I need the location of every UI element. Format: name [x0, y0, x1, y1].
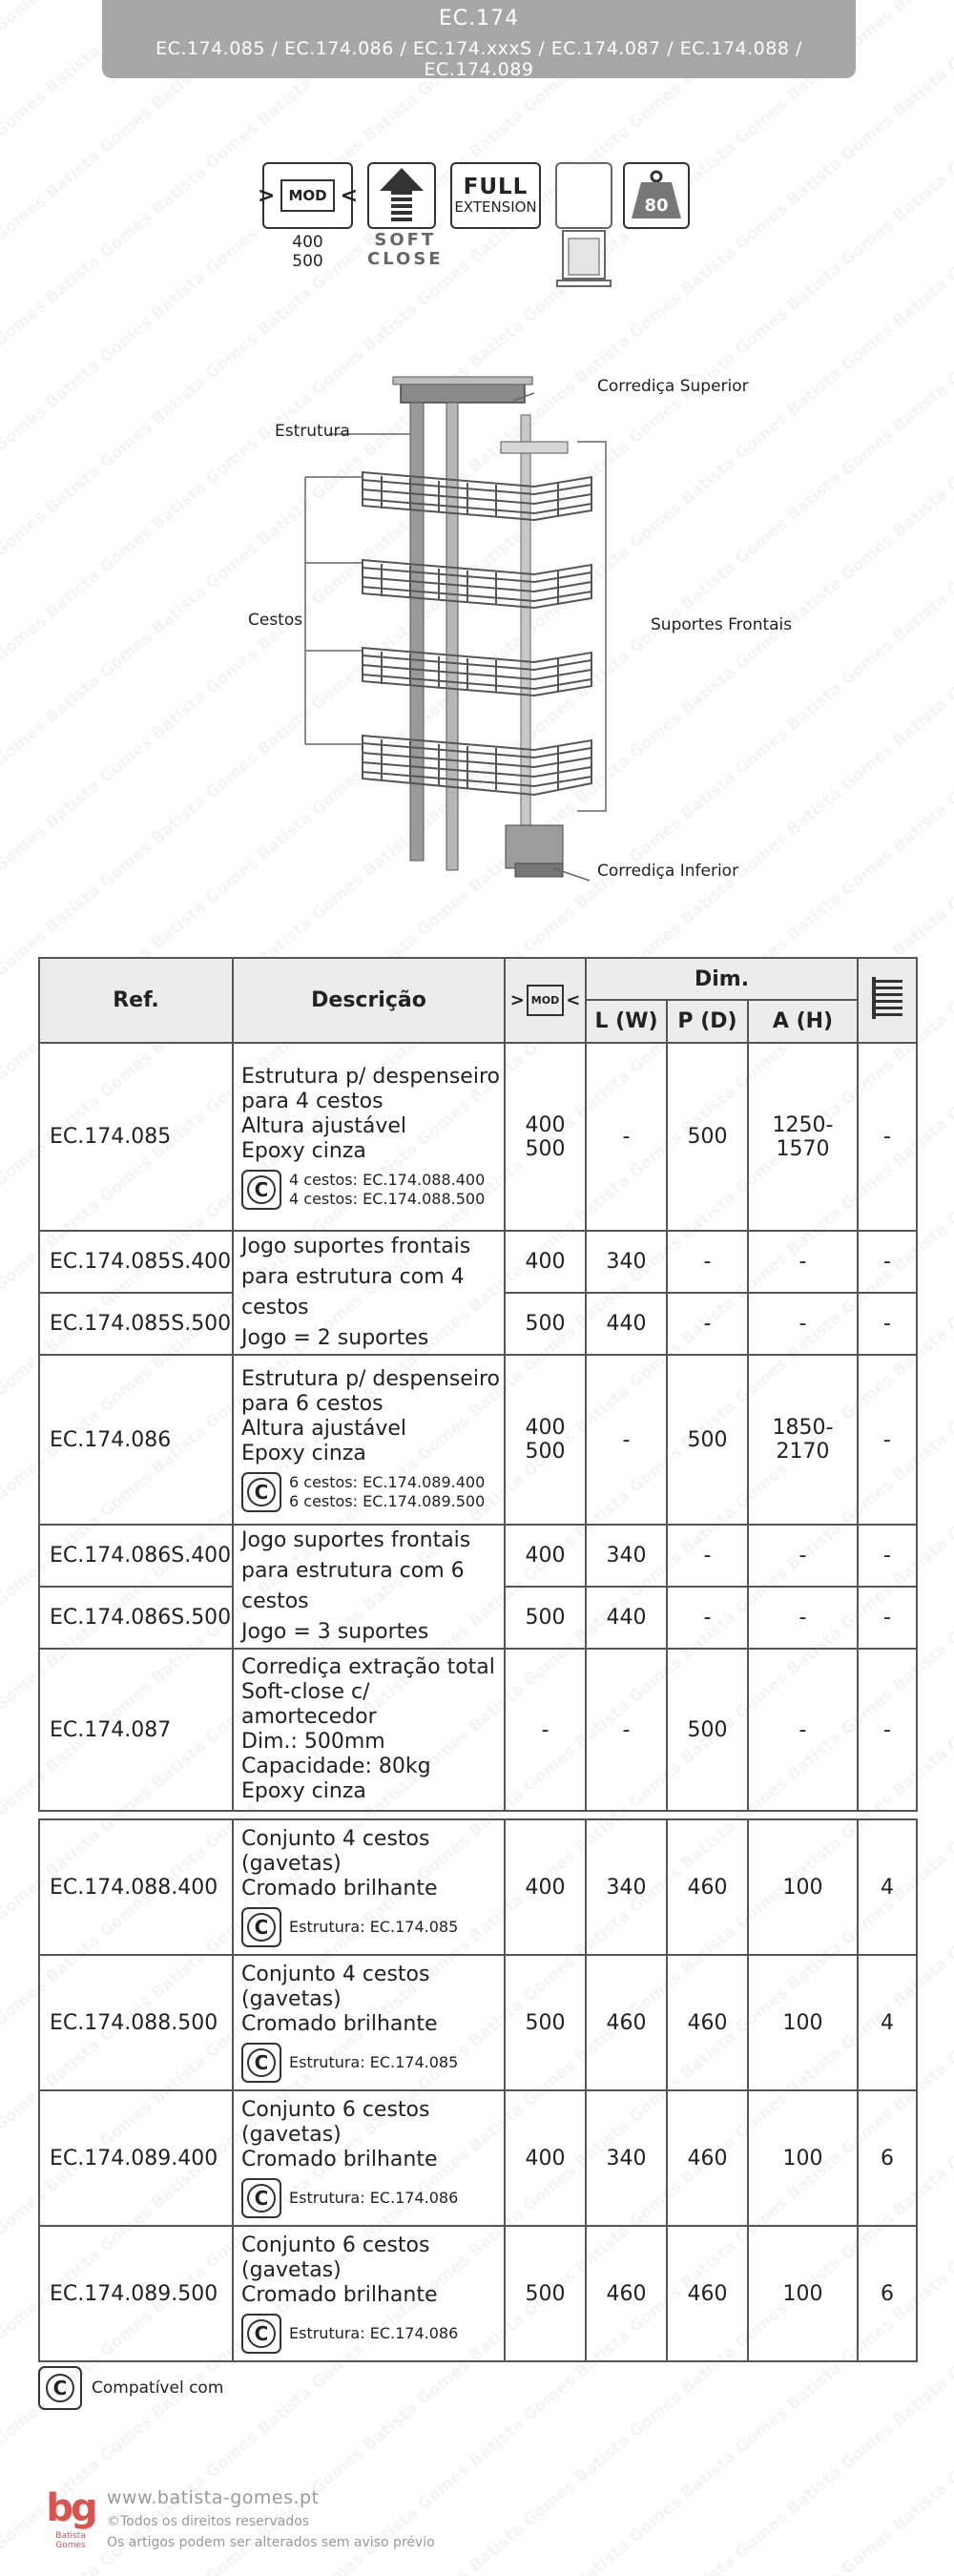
label-corredica-inferior: Corrediça Inferior: [597, 862, 739, 881]
label-corredica-superior: Corrediça Superior: [597, 377, 749, 396]
soft-label: SOFT: [374, 230, 437, 250]
compat-note: C 6 cestos: EC.174.089.400 6 cestos: EC.174.089.500: [241, 1472, 500, 1512]
th-count: [858, 958, 917, 1043]
cabinet-icon: [555, 162, 612, 229]
mod-cell: 400: [505, 2090, 586, 2226]
compatible-icon: C: [241, 2043, 281, 2083]
a-cell: 1250-1570: [748, 1043, 858, 1231]
spec-table-structures: [38, 957, 918, 1812]
th-dim: Dim.: [586, 958, 858, 1000]
mod-size-1: 400: [292, 233, 323, 252]
soft-close-feature: [367, 162, 444, 269]
table-row: [39, 1231, 917, 1293]
label-estrutura: Estrutura: [275, 422, 350, 441]
l-cell: 340: [586, 2090, 667, 2226]
table-row: [39, 1043, 917, 1231]
a-cell: 1850-2170: [748, 1355, 858, 1525]
ref-cell: EC.174.086S.400: [39, 1525, 233, 1587]
ref-cell: EC.174.089.500: [39, 2226, 233, 2361]
desc-cell: Conjunto 4 cestos (gavetas) Cromado brilhante C Estrutura: EC.174.085: [233, 1955, 505, 2090]
table-row: [39, 1955, 917, 2090]
desc-cell: Estrutura p/ despenseiro para 6 cestos Altura ajustável Epoxy cinza C 6 cestos: EC.174.089.400 6 cestos: EC.174.089.500: [233, 1355, 505, 1525]
p-cell: -: [667, 1587, 748, 1649]
compat-note: C Estrutura: EC.174.085: [241, 2043, 500, 2083]
cabinet-base-icon: [555, 229, 612, 292]
desc-cell: Jogo suportes frontais para estrutura com 6 cestos Jogo = 3 suportes: [233, 1525, 505, 1649]
weight-value: 80: [644, 196, 669, 216]
count-cell: 6: [858, 2226, 917, 2361]
count-cell: -: [858, 1231, 917, 1293]
legend: [38, 2366, 223, 2410]
table-row: [39, 1525, 917, 1587]
th-ref: Ref.: [39, 958, 233, 1043]
compat-note: C 4 cestos: EC.174.088.400 4 cestos: EC.174.088.500: [241, 1170, 500, 1210]
mod-size-2: 500: [292, 252, 323, 271]
p-cell: 460: [667, 2226, 748, 2361]
footer: [38, 2476, 897, 2566]
l-cell: 340: [586, 1231, 667, 1293]
full-extension-icon: FULL EXTENSION: [450, 162, 541, 229]
full-extension-feature: [450, 162, 541, 229]
footer-rights: ©Todos os direitos reservados: [107, 2514, 310, 2529]
count-cell: -: [858, 1293, 917, 1355]
footer-site[interactable]: www.batista-gomes.pt: [107, 2487, 320, 2508]
p-cell: 460: [667, 2090, 748, 2226]
ref-cell: EC.174.088.500: [39, 1955, 233, 2090]
header-subtitle: EC.174.085 / EC.174.086 / EC.174.xxxS / EC.174.087 / EC.174.088 / EC.174.089: [156, 38, 802, 80]
p-cell: -: [667, 1231, 748, 1293]
brand-logo: [42, 2487, 99, 2550]
compatible-icon: C: [241, 1907, 281, 1947]
count-cell: -: [858, 1043, 917, 1231]
count-cell: 6: [858, 2090, 917, 2226]
count-cell: -: [858, 1649, 917, 1811]
mod-cell: 400: [505, 1525, 586, 1587]
p-cell: 500: [667, 1043, 748, 1231]
l-cell: -: [586, 1043, 667, 1231]
mod-cell: 500: [505, 1293, 586, 1355]
soft-close-icon: [367, 162, 436, 229]
mod-icon: > MOD <: [262, 162, 353, 229]
count-cell: 4: [858, 1955, 917, 2090]
header-bar: [102, 0, 856, 78]
a-cell: -: [748, 1649, 858, 1811]
p-cell: 500: [667, 1649, 748, 1811]
th-p: P (D): [667, 1000, 748, 1043]
a-cell: -: [748, 1293, 858, 1355]
p-cell: 460: [667, 1955, 748, 2090]
header-title: EC.174: [438, 7, 520, 31]
product-illustration: [229, 367, 793, 897]
a-cell: -: [748, 1587, 858, 1649]
mod-cell: 400 500: [505, 1355, 586, 1525]
mod-cell: 400: [505, 1819, 586, 1955]
table-row: [39, 1355, 917, 1525]
mod-cell: 500: [505, 2226, 586, 2361]
a-cell: -: [748, 1525, 858, 1587]
th-mod: [505, 958, 586, 1043]
ref-cell: EC.174.085S.400: [39, 1231, 233, 1293]
count-cell: -: [858, 1525, 917, 1587]
ref-cell: EC.174.085: [39, 1043, 233, 1231]
compatible-icon: C: [241, 1170, 281, 1210]
table-row: [39, 1819, 917, 1955]
cabinet-feature: [555, 162, 612, 296]
mod-cell: 400: [505, 1231, 586, 1293]
mod-feature: [258, 162, 359, 271]
a-cell: 100: [748, 1955, 858, 2090]
a-cell: -: [748, 1231, 858, 1293]
l-cell: 440: [586, 1293, 667, 1355]
compatible-icon: C: [241, 2178, 281, 2218]
th-l: L (W): [586, 1000, 667, 1043]
ref-cell: EC.174.086: [39, 1355, 233, 1525]
compat-note: C Estrutura: EC.174.086: [241, 2178, 500, 2218]
ref-cell: EC.174.085S.500: [39, 1293, 233, 1355]
footer-note: Os artigos podem ser alterados sem aviso prévio: [107, 2535, 435, 2550]
a-cell: 100: [748, 1819, 858, 1955]
compat-note: C Estrutura: EC.174.086: [241, 2314, 500, 2354]
a-cell: 100: [748, 2226, 858, 2361]
p-cell: -: [667, 1293, 748, 1355]
mod-cell: 500: [505, 1587, 586, 1649]
p-cell: 460: [667, 1819, 748, 1955]
weight-icon: [623, 162, 690, 229]
compat-note: C Estrutura: EC.174.085: [241, 1907, 500, 1947]
ref-cell: EC.174.086S.500: [39, 1587, 233, 1649]
drawer-count-icon: [868, 974, 906, 1022]
mod-cell: 500: [505, 1955, 586, 2090]
table-row: [39, 2226, 917, 2361]
legend-text: Compatível com: [92, 2379, 224, 2398]
desc-cell: Estrutura p/ despenseiro para 4 cestos Altura ajustável Epoxy cinza C 4 cestos: EC.174.088.400 4 cestos: EC.174.088.500: [233, 1043, 505, 1231]
ref-cell: EC.174.089.400: [39, 2090, 233, 2226]
table-row: [39, 2090, 917, 2226]
desc-cell: Conjunto 4 cestos (gavetas) Cromado brilhante C Estrutura: EC.174.085: [233, 1819, 505, 1955]
compatible-icon: C: [241, 2314, 281, 2354]
l-cell: -: [586, 1355, 667, 1525]
count-cell: -: [858, 1355, 917, 1525]
l-cell: -: [586, 1649, 667, 1811]
close-label: CLOSE: [367, 249, 444, 269]
weight-feature: [623, 162, 690, 229]
desc-cell: Conjunto 6 cestos (gavetas) Cromado brilhante C Estrutura: EC.174.086: [233, 2090, 505, 2226]
mod-cell: 400 500: [505, 1043, 586, 1231]
p-cell: -: [667, 1525, 748, 1587]
l-cell: 460: [586, 2226, 667, 2361]
l-cell: 460: [586, 1955, 667, 2090]
desc-cell: Jogo suportes frontais para estrutura com 4 cestos Jogo = 2 suportes: [233, 1231, 505, 1355]
count-cell: -: [858, 1587, 917, 1649]
label-cestos: Cestos: [248, 611, 303, 630]
feature-icons: [258, 162, 701, 296]
table-row: [39, 1649, 917, 1811]
l-cell: 340: [586, 1525, 667, 1587]
logo-brand: Batista Gomes: [55, 2531, 86, 2550]
th-a: A (H): [748, 1000, 858, 1043]
l-cell: 340: [586, 1819, 667, 1955]
desc-cell: Conjunto 6 cestos (gavetas) Cromado brilhante C Estrutura: EC.174.086: [233, 2226, 505, 2361]
ref-cell: EC.174.087: [39, 1649, 233, 1811]
label-suportes-frontais: Suportes Frontais: [651, 615, 793, 634]
l-cell: 440: [586, 1587, 667, 1649]
ref-cell: EC.174.088.400: [39, 1819, 233, 1955]
mod-cell: -: [505, 1649, 586, 1811]
th-descricao: Descrição: [233, 958, 505, 1043]
desc-cell: Corrediça extração total Soft-close c/ amortecedor Dim.: 500mm Capacidade: 80kg Epoxy cinza: [233, 1649, 505, 1811]
compatible-icon: C: [38, 2366, 82, 2410]
spec-table-baskets: [38, 1818, 918, 2362]
compatible-icon: C: [241, 1472, 281, 1512]
a-cell: 100: [748, 2090, 858, 2226]
mod-header-icon: > MOD <: [510, 985, 581, 1016]
logo-mark: bg: [46, 2486, 95, 2530]
count-cell: 4: [858, 1819, 917, 1955]
p-cell: 500: [667, 1355, 748, 1525]
